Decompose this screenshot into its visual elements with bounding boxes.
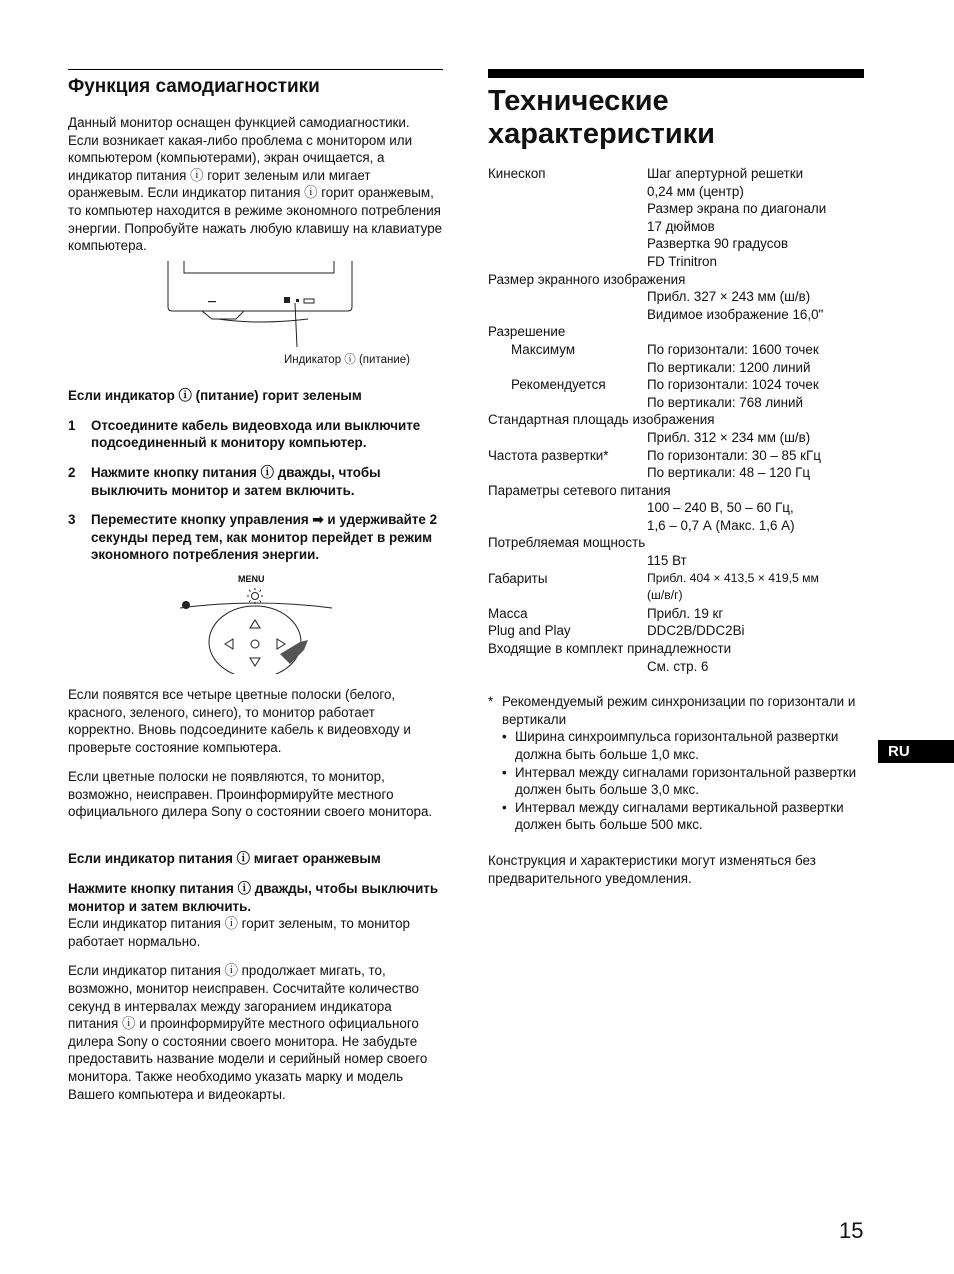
spec-value: 100 – 240 В, 50 – 60 Гц, bbox=[647, 500, 794, 516]
control-button-illustration bbox=[68, 570, 443, 674]
spec-row-frequency bbox=[488, 447, 864, 482]
list-item bbox=[488, 728, 864, 763]
list-item bbox=[488, 799, 864, 834]
left-column bbox=[68, 69, 443, 1103]
bullet-icon: • bbox=[502, 799, 507, 815]
spec-value: По вертикали: 48 – 120 Гц bbox=[647, 465, 811, 481]
bullet-text: Ширина синхроимпульса горизонтальной развертки должна быть больше 1,0 мкс. bbox=[515, 729, 839, 762]
specs-title-line-1: Технические bbox=[488, 85, 669, 117]
step-text: Нажмите кнопку питания ⓘ дважды, чтобы выключить монитор и затем включить. bbox=[91, 464, 381, 498]
step-text: Переместите кнопку управления ➡ и удерживайте 2 секунды перед тем, как монитор перейдет в режим экономного потребления энергии. bbox=[91, 512, 438, 563]
spec-value: (ш/в/г) bbox=[647, 588, 683, 603]
self-diagnosis-title: Функция самодиагностики bbox=[68, 76, 320, 97]
spec-label: Частота развертки* bbox=[488, 447, 609, 463]
orange-indicator-heading: Если индикатор питания ⓘ мигает оранжевым bbox=[68, 851, 381, 867]
footnote-text: Рекомендуемый режим синхронизации по горизонтали и вертикали bbox=[502, 694, 856, 727]
title-rule bbox=[488, 69, 864, 78]
spec-row-resolution-max bbox=[488, 341, 864, 376]
specs-table bbox=[488, 165, 864, 675]
language-tab: RU bbox=[878, 740, 954, 763]
steps-list bbox=[68, 417, 443, 564]
spec-label: Масса bbox=[488, 605, 528, 621]
step-1 bbox=[68, 417, 443, 452]
spec-label: Параметры сетевого питания bbox=[488, 482, 671, 498]
spec-row-standard-area bbox=[488, 429, 864, 447]
bullet-icon: • bbox=[502, 764, 507, 780]
spec-value: Прибл. 19 кг bbox=[647, 605, 724, 621]
spec-row-power-params bbox=[488, 499, 864, 534]
spec-row-dimensions bbox=[488, 570, 864, 605]
monitor-figure bbox=[68, 259, 443, 379]
specs-title-line-2: характеристики bbox=[488, 118, 715, 150]
spec-value: По горизонтали: 1024 точек bbox=[647, 377, 819, 393]
intro-paragraph: Данный монитор оснащен функцией самодиагностики. Если возникает какая-либо проблема с монитором или компьютером (компьютерами), экран очищается, а индикатор питания ⓘ горит зеленым или мигает оранжевым. Если индикатор питания ⓘ горит оранжевым, то компьютер находится в режиме экономного потребления энергии. Попробуйте нажать любую клавишу на клавиатуре компьютера. bbox=[68, 115, 443, 254]
spec-label: Рекомендуется bbox=[511, 377, 606, 393]
spec-label: Plug and Play bbox=[488, 623, 571, 639]
spec-label: Входящие в комплект принадлежности bbox=[488, 641, 732, 657]
spec-value: Прибл. 327 × 243 мм (ш/в) bbox=[647, 289, 811, 305]
spec-label: Разрешение bbox=[488, 324, 566, 340]
step-number: 2 bbox=[68, 464, 76, 480]
control-button-figure bbox=[68, 570, 443, 674]
spec-value: Шаг апертурной решетки bbox=[647, 166, 804, 181]
step-3 bbox=[68, 511, 443, 564]
spec-value: Видимое изображение 16,0" bbox=[647, 306, 824, 322]
spec-value: Развертка 90 градусов bbox=[647, 236, 789, 252]
spec-value: По горизонтали: 1600 точек bbox=[647, 341, 819, 357]
right-column bbox=[488, 69, 864, 887]
spec-value: Размер экрана по диагонали bbox=[647, 201, 827, 217]
section-rule bbox=[68, 69, 443, 70]
spec-value: См. стр. 6 bbox=[647, 658, 709, 674]
spec-label: Потребляемая мощность bbox=[488, 535, 646, 551]
orange-result: Если индикатор питания ⓘ горит зеленым, то монитор работает нормально. bbox=[68, 916, 410, 949]
spec-row-mass bbox=[488, 605, 864, 623]
step-number: 1 bbox=[68, 417, 76, 433]
step-text: Отсоедините кабель видеовхода или выключите подсоединенный к монитору компьютер. bbox=[91, 417, 421, 451]
spec-row-accessories bbox=[488, 658, 864, 676]
orange-instruction: Нажмите кнопку питания ⓘ дважды, чтобы выключить монитор и затем включить. bbox=[68, 881, 439, 914]
bullet-text: Интервал между сигналами горизонтальной развертки должен быть больше 3,0 мкс. bbox=[515, 764, 857, 798]
disclaimer: Конструкция и характеристики могут изменяться без предварительного уведомления. bbox=[488, 852, 816, 886]
menu-label: MENU bbox=[238, 573, 265, 584]
page-number: 15 bbox=[839, 1218, 864, 1243]
spec-value: 1,6 – 0,7 А (Макс. 1,6 А) bbox=[647, 517, 795, 533]
footnote bbox=[488, 693, 864, 728]
spec-label: Максимум bbox=[511, 341, 576, 357]
step-2 bbox=[68, 464, 443, 499]
bars-paragraph: Если появятся все четыре цветные полоски (белого, красного, зеленого, синего), то монитор работает корректно. Вновь подсоедините кабель к видеовходу и проверьте состояние компьютера. bbox=[68, 686, 411, 755]
bullet-icon: • bbox=[502, 729, 507, 745]
green-indicator-heading: Если индикатор ⓘ (питание) горит зеленым bbox=[68, 387, 362, 403]
spec-value: По горизонтали: 30 – 85 кГц bbox=[647, 447, 821, 463]
spec-label: Габариты bbox=[488, 570, 548, 586]
spec-value: Прибл. 404 × 413,5 × 419,5 мм bbox=[647, 570, 819, 585]
spec-row-tube bbox=[488, 165, 864, 271]
spec-value: По вертикали: 768 линий bbox=[647, 394, 804, 410]
spec-value: FD Trinitron bbox=[647, 253, 717, 269]
spec-row-resolution-recommended bbox=[488, 376, 864, 411]
spec-label: Стандартная площадь изображения bbox=[488, 412, 715, 428]
step-number: 3 bbox=[68, 512, 76, 528]
bullet-text: Интервал между сигналами вертикальной развертки должен быть больше 500 мкс. bbox=[515, 799, 844, 833]
specs-title bbox=[488, 85, 864, 151]
spec-label: Кинескоп bbox=[488, 166, 546, 181]
spec-row-image-size bbox=[488, 288, 864, 323]
footnote-mark: * bbox=[488, 694, 494, 710]
spec-value: 0,24 мм (центр) bbox=[647, 183, 744, 199]
list-item bbox=[488, 764, 864, 799]
orange-paragraph-2: Если индикатор питания ⓘ продолжает мигать, то, возможно, монитор неисправен. Сосчитайте количество секунд в интервалах между загоранием индикатора питания ⓘ и проинформируйте местного официального дилера Sony о состоянии своего монитора. Не забудьте предоставить название модели и серийный номер своего монитора. Также необходимо указать марку и модель Вашего компьютера и видеокарты. bbox=[68, 963, 428, 1102]
no-bars-paragraph: Если цветные полоски не появляются, то монитор, возможно, неисправен. Проинформируйте местного официального дилера Sony о состоянии своего монитора. bbox=[68, 769, 433, 820]
spec-value: 17 дюймов bbox=[647, 218, 715, 234]
spec-label: Размер экранного изображения bbox=[488, 271, 686, 287]
spec-value: По вертикали: 1200 линий bbox=[647, 359, 811, 375]
spec-value: DDC2B/DDC2Bi bbox=[647, 623, 745, 639]
footnote-block bbox=[488, 693, 864, 834]
spec-row-plug-and-play bbox=[488, 622, 864, 640]
spec-value: 115 Вт bbox=[647, 553, 687, 569]
power-indicator-caption: Индикатор ⓘ (питание) bbox=[283, 353, 410, 366]
spec-value: Прибл. 312 × 234 мм (ш/в) bbox=[647, 429, 811, 445]
spec-row-power-consumption bbox=[488, 552, 864, 570]
